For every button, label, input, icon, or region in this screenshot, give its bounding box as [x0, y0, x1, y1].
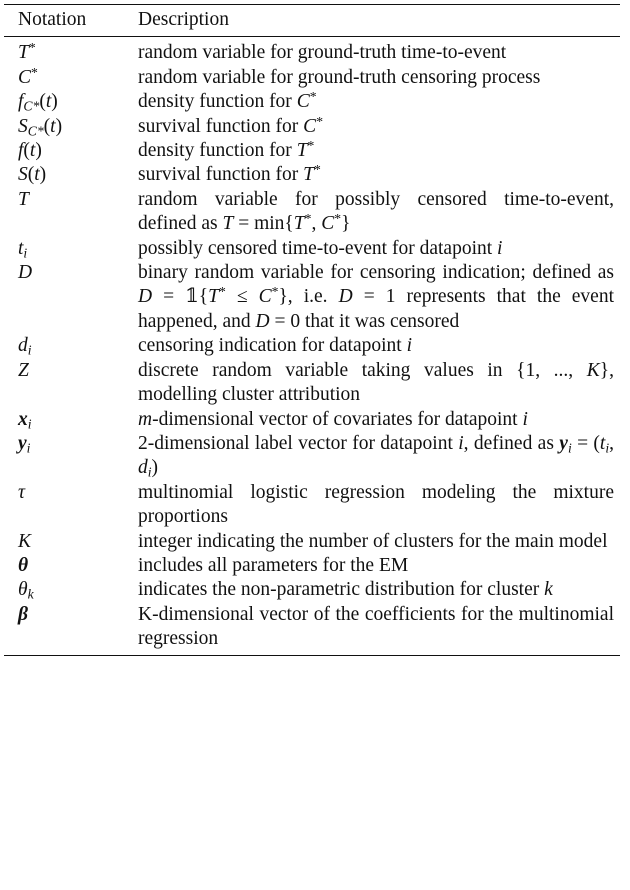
- text: ): [55, 115, 63, 137]
- table-row: [4, 237, 620, 261]
- notation-cell: [4, 90, 138, 114]
- table-row: [4, 432, 620, 481]
- text: random variable for possibly censored time-to-event, defined as: [138, 188, 614, 235]
- text: integer indicating the number of clusters for the main model: [138, 530, 608, 552]
- superscript: *: [314, 162, 321, 178]
- table-row: [4, 163, 620, 187]
- math-symbol: i: [406, 335, 413, 357]
- bottom-rule: [4, 655, 620, 656]
- superscript: *: [316, 113, 324, 129]
- subscript: i: [567, 440, 572, 456]
- subscript: i: [147, 464, 152, 480]
- notation-cell: [4, 432, 138, 481]
- description-cell: [138, 432, 614, 481]
- notation-cell: [4, 359, 138, 408]
- text: ): [151, 457, 159, 479]
- text: ): [39, 164, 47, 186]
- text: = 0 that it was censored: [269, 310, 460, 332]
- notation-cell: [4, 578, 138, 602]
- math-symbol: S: [18, 115, 28, 137]
- math-symbol: C: [303, 115, 317, 137]
- math-symbol: Z: [18, 359, 29, 381]
- math-symbol: i: [458, 432, 464, 454]
- subscript: i: [23, 245, 28, 261]
- description-cell: [138, 188, 614, 237]
- table-row: [4, 66, 620, 90]
- text: = 1 represents that the event happened, and: [138, 286, 614, 332]
- table-row: [4, 115, 620, 139]
- superscript: *: [304, 211, 312, 227]
- math-symbol: d: [18, 335, 28, 357]
- text: density function for: [138, 140, 297, 162]
- table-row: [4, 261, 620, 334]
- math-vector: y: [18, 432, 27, 454]
- math-symbol: θ: [18, 579, 28, 601]
- text: 2-dimensional label vector for datapoint: [138, 432, 459, 454]
- superscript: *: [307, 137, 315, 153]
- math-symbol: D: [255, 310, 270, 332]
- math-symbol: T: [303, 164, 315, 186]
- math-symbol: D: [18, 262, 33, 284]
- text: ,: [311, 213, 322, 235]
- text: ): [51, 91, 58, 113]
- table-row: [4, 359, 620, 408]
- math-symbol: t: [599, 432, 606, 454]
- math-vector: x: [18, 408, 28, 430]
- text: possibly censored time-to-event for datapoint: [138, 237, 498, 259]
- notation-cell: [4, 408, 138, 432]
- description-cell: [138, 359, 614, 408]
- table-row: [4, 334, 620, 358]
- text: }: [341, 213, 351, 235]
- notation-cell: [4, 603, 138, 652]
- math-symbol: t: [50, 115, 56, 137]
- text: , defined as: [463, 432, 560, 454]
- notation-cell: [4, 163, 138, 187]
- description-cell: [138, 115, 614, 139]
- math-symbol: S: [18, 164, 28, 186]
- text: }, i.e.: [278, 286, 339, 308]
- notation-cell: [4, 554, 138, 578]
- math-symbol: t: [34, 164, 40, 186]
- math-symbol: C: [18, 66, 32, 88]
- math-symbol: T: [208, 286, 219, 308]
- subscript: C*: [23, 98, 40, 114]
- table-body: [4, 37, 620, 651]
- subscript: C*: [27, 123, 44, 139]
- description-cell: [138, 334, 614, 358]
- subscript: i: [27, 342, 32, 358]
- description-cell: [138, 237, 614, 261]
- notation-cell: [4, 41, 138, 65]
- superscript: *: [31, 64, 38, 80]
- table-row: [4, 554, 620, 578]
- notation-cell: [4, 139, 138, 163]
- description-cell: [138, 554, 614, 578]
- text: (: [23, 140, 30, 162]
- text: includes all parameters for the EM: [138, 554, 409, 576]
- math-symbol: f: [18, 140, 24, 162]
- table-row: [4, 90, 620, 114]
- math-symbol: K: [18, 530, 32, 552]
- math-symbol: T: [293, 213, 305, 235]
- subscript: i: [27, 415, 32, 431]
- table-row: [4, 578, 620, 602]
- text: ): [35, 140, 42, 162]
- table-row: [4, 530, 620, 554]
- text: = 𝟙{: [152, 286, 209, 308]
- math-symbol: t: [29, 140, 36, 162]
- table-row: [4, 408, 620, 432]
- table-row: [4, 41, 620, 65]
- text: survival function for: [138, 115, 304, 137]
- table-row: [4, 603, 620, 652]
- table-row: [4, 481, 620, 530]
- text: -dimensional vector of covariates for datapoint: [152, 408, 523, 430]
- math-symbol: C: [296, 91, 310, 113]
- notation-cell: [4, 530, 138, 554]
- text: ,: [609, 432, 615, 454]
- superscript: *: [309, 89, 317, 105]
- text: multinomial logistic regression modeling the mixture proportions: [138, 481, 614, 528]
- math-vector: y: [559, 432, 568, 454]
- text: ≤: [225, 286, 259, 308]
- description-cell: [138, 578, 614, 602]
- description-cell: [138, 261, 614, 334]
- math-symbol: k: [544, 579, 553, 601]
- math-symbol: T: [222, 213, 234, 235]
- notation-cell: [4, 115, 138, 139]
- description-cell: [138, 139, 614, 163]
- notation-cell: [4, 261, 138, 334]
- math-symbol: f: [18, 91, 24, 113]
- notation-cell: [4, 334, 138, 358]
- math-symbol: C: [258, 286, 272, 308]
- text: density function for: [138, 91, 297, 113]
- math-symbol: τ: [18, 481, 25, 503]
- subscript: i: [26, 440, 31, 456]
- description-cell: [138, 66, 614, 90]
- math-vector: θ: [18, 554, 29, 576]
- math-symbol: D: [138, 286, 153, 308]
- math-symbol: T: [18, 42, 29, 64]
- text: = min{: [233, 213, 294, 235]
- text: = (: [571, 432, 600, 454]
- math-symbol: i: [497, 237, 503, 259]
- superscript: *: [271, 284, 279, 300]
- math-symbol: K: [586, 359, 600, 381]
- description-cell: [138, 90, 614, 114]
- subscript: k: [27, 586, 34, 602]
- notation-cell: [4, 481, 138, 530]
- header-description: Description: [138, 9, 229, 30]
- notation-cell: [4, 66, 138, 90]
- math-vector: β: [18, 603, 28, 625]
- header-notation: Notation: [18, 9, 87, 30]
- description-cell: [138, 41, 614, 65]
- math-symbol: t: [45, 91, 52, 113]
- text: random variable for ground-truth censoring process: [138, 66, 541, 88]
- math-symbol: t: [18, 237, 24, 259]
- text: random variable for ground-truth time-to-event: [138, 42, 507, 64]
- math-symbol: T: [18, 188, 29, 210]
- description-cell: [138, 481, 614, 530]
- text: K-dimensional vector of the coefficients for the multinomial regression: [138, 603, 614, 650]
- superscript: *: [334, 211, 342, 227]
- table-row: [4, 188, 620, 237]
- text: (: [27, 164, 35, 186]
- header-row: [4, 5, 620, 36]
- text: censoring indication for datapoint: [138, 335, 407, 357]
- text: discrete random variable taking values in {1, ...,: [138, 359, 587, 381]
- table-row: [4, 139, 620, 163]
- description-cell: [138, 163, 614, 187]
- text: (: [39, 91, 46, 113]
- description-cell: [138, 530, 614, 554]
- notation-cell: [4, 237, 138, 261]
- text: binary random variable for censoring indication; defined as: [138, 262, 614, 284]
- text: (: [43, 115, 51, 137]
- math-symbol: m: [138, 408, 153, 430]
- math-symbol: C: [321, 213, 335, 235]
- text: survival function for: [138, 164, 304, 186]
- description-cell: [138, 408, 614, 432]
- description-cell: [138, 603, 614, 652]
- math-symbol: D: [338, 286, 353, 308]
- math-symbol: i: [522, 408, 528, 430]
- superscript: *: [218, 284, 226, 300]
- subscript: i: [605, 440, 610, 456]
- text: }, modelling cluster attribution: [138, 359, 614, 406]
- notation-table: [4, 4, 620, 656]
- notation-cell: [4, 188, 138, 237]
- text: indicates the non-parametric distribution for cluster: [138, 579, 545, 601]
- math-symbol: T: [296, 140, 308, 162]
- superscript: *: [28, 40, 36, 56]
- math-symbol: d: [138, 457, 148, 479]
